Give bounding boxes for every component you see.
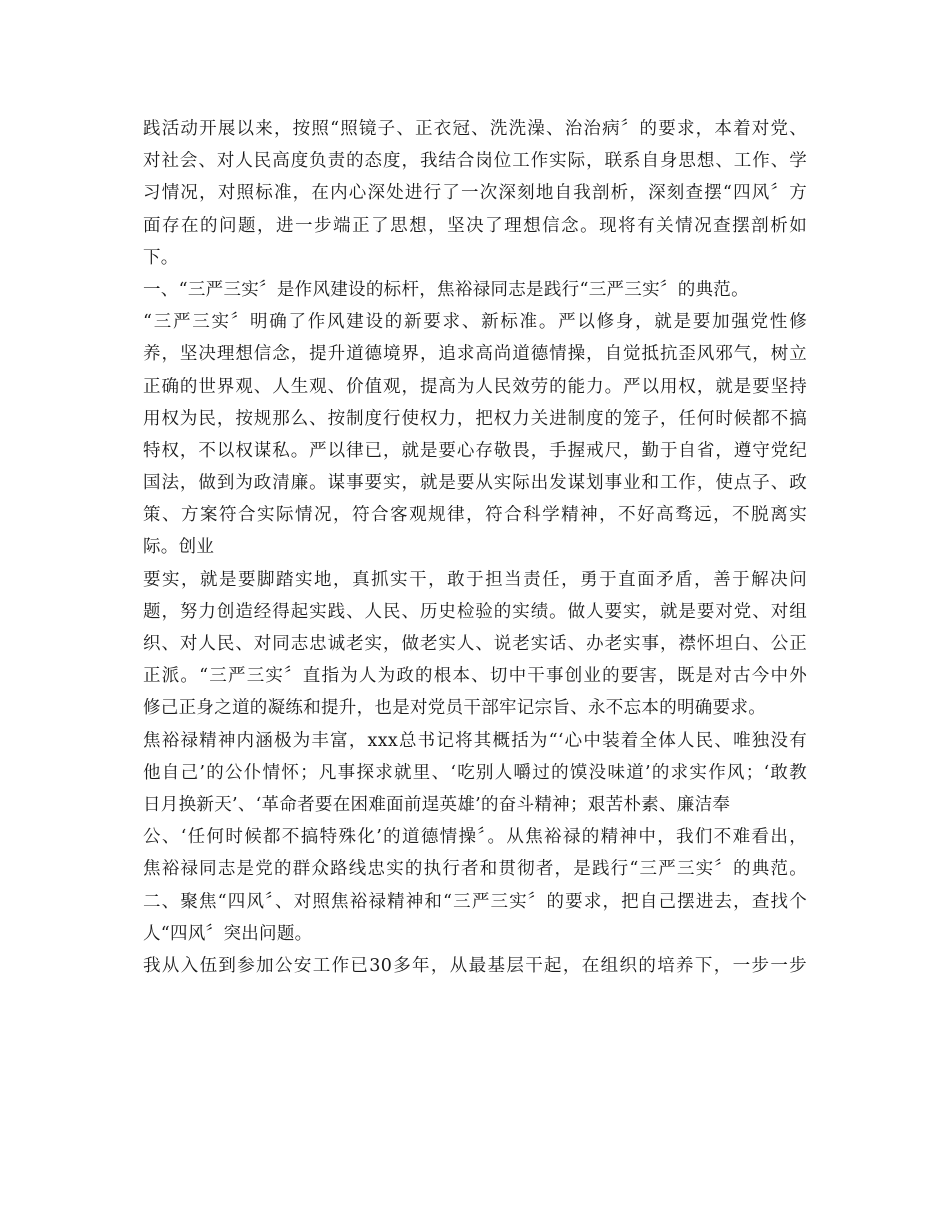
section-heading: 二、聚焦“四风〞、对照焦裕禄精神和“三严三实〞的要求，把自己摆进去，查找个	[143, 891, 807, 912]
text-line: 焦裕禄精神内涵极为丰富，xxx总书记将其概括为“‘心中装着全体人民、唯独没有	[143, 730, 807, 751]
text-line: 下。	[143, 247, 179, 268]
section-heading: 一、“三严三实〞是作风建设的标杆，焦裕禄同志是践行“三严三实〞的典范。	[143, 279, 749, 300]
text-line: 要实，就是要脚踏实地，真抓实干，敢于担当责任，勇于直面矛盾，善于解决问	[143, 569, 807, 590]
text-line: 践活动开展以来，按照“照镜子、正衣冠、洗洗澡、治治病〞的要求，本着对党、	[143, 119, 807, 139]
text-line: 公、‘任何时候都不搞特殊化’的道德情操〞。从焦裕禄的精神中，我们不难看出，	[143, 827, 807, 848]
text-line: 特权，不以权谋私。严以律已，就是要心存敬畏，手握戒尺，勤于自省，遵守党纪	[143, 440, 807, 461]
text-line: 养，坚决理想信念，提升道德境界，追求高尚道德情操，自觉抵抗歪风邪气，树立	[143, 344, 807, 365]
text-line: 我从入伍到参加公安工作已30多年，从最基层干起，在组织的培养下，一步一步	[143, 955, 807, 976]
text-line: 织、对人民、对同志忠诚老实，做老实人、说老实话、办老实事，襟怀坦白、公正	[143, 634, 807, 654]
text-line: 他自己’的公仆情怀；凡事探求就里、‘吃别人嚼过的馍没味道’的求实作风；‘敢教	[143, 762, 807, 783]
text-line: 习情况，对照标准，在内心深处进行了一次深刻地自我剖析，深刻查摆“四风〞方	[143, 183, 807, 204]
text-line: 日月换新天’、‘革命者要在困难面前逞英雄’的奋斗精神；艰苦朴素、廉洁奉	[143, 794, 731, 815]
text-line: 题，努力创造经得起实践、人民、历史检验的实绩。做人要实，就是要对党、对组	[143, 601, 807, 622]
text-line: 修己正身之道的凝练和提升，也是对党员干部牢记宗旨、永不忘本的明确要求。	[143, 698, 766, 719]
text-line: 正派。“三严三实〞直指为人为政的根本、切中干事创业的要害，既是对古今中外	[143, 666, 807, 687]
text-line: 策、方案符合实际情况，符合客观规律，符合科学精神，不好高骛远，不脱离实	[143, 505, 807, 526]
text-line: 对社会、对人民高度负责的态度，我结合岗位工作实际，联系自身思想、工作、学	[143, 151, 807, 172]
document-body	[143, 113, 807, 982]
text-line: 国法，做到为政清廉。谋事要实，就是要从实际出发谋划事业和工作，使点子、政	[143, 473, 807, 494]
section-heading: 人“四风〞突出问题。	[143, 923, 313, 944]
text-line: 正确的世界观、人生观、价值观，提高为人民效劳的能力。严以用权，就是要坚持	[143, 376, 807, 397]
text-line: 际。创业	[143, 537, 215, 558]
text-line: “三严三实〞明确了作风建设的新要求、新标准。严以修身，就是要加强党性修	[143, 312, 807, 333]
text-line: 焦裕禄同志是党的群众路线忠实的执行者和贯彻者，是践行“三严三实〞的典范。	[143, 859, 807, 880]
text-line: 用权为民，按规那么、按制度行使权力，把权力关进制度的笼子，任何时候都不搞	[143, 408, 807, 429]
text-line: 面存在的问题，进一步端正了思想，坚决了理想信念。现将有关情况查摆剖析如	[143, 215, 807, 236]
